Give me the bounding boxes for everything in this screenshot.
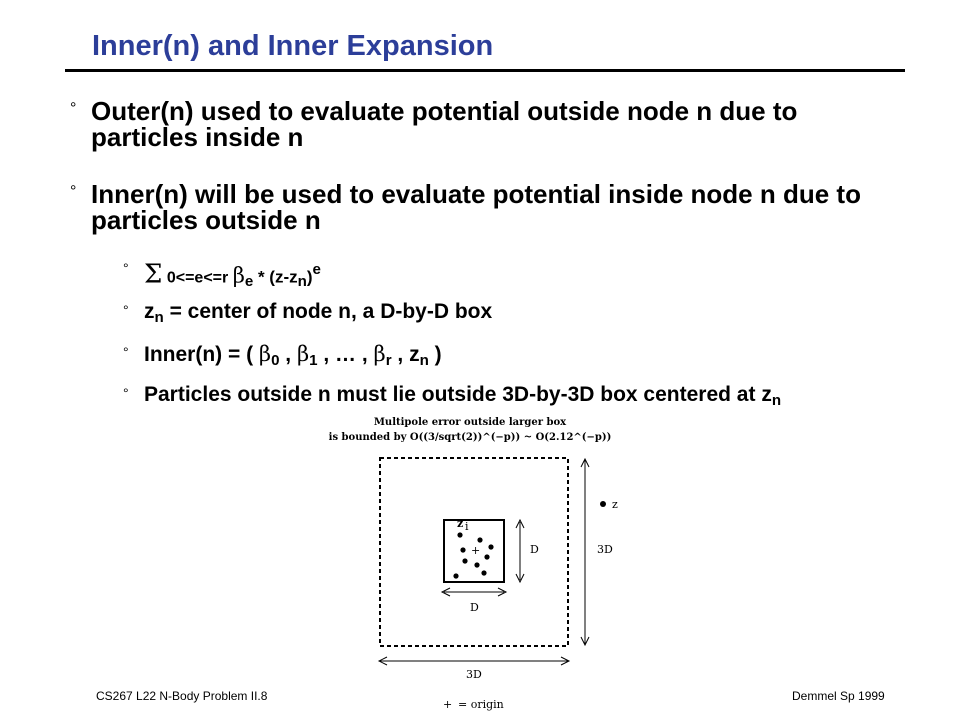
beta-subscript: e: [244, 273, 254, 291]
inner-lhs: Inner(n) = (: [144, 343, 259, 366]
legend-plus: +: [443, 698, 453, 711]
legend-origin-text: = origin: [458, 698, 504, 711]
particle-dot: [474, 562, 479, 567]
particle-dot: [484, 554, 489, 559]
origin-plus: +: [471, 544, 481, 557]
figure-title-line2: is bounded by O((3/sqrt(2))^(−p)) ~ O(2.12^(−p)): [328, 432, 612, 443]
3d-right-label: 3D: [597, 543, 613, 556]
beta-index-0: 0: [271, 351, 280, 369]
beta-symbol: β: [296, 342, 310, 366]
zi-label: z: [457, 517, 464, 530]
particle-dot: [453, 573, 458, 578]
separator: , z: [391, 343, 420, 366]
bullet-inner-text: Inner(n) will be used to evaluate potential inside node n due to particles outside n: [91, 179, 861, 235]
particle-dot: [462, 558, 467, 563]
zi-subscript: i: [465, 520, 469, 533]
3d-bottom-label: 3D: [466, 668, 482, 681]
particle-dot: [460, 547, 465, 552]
center-description: = center of node n, a D-by-D box: [163, 300, 493, 323]
bullet-marker: °: [123, 260, 129, 276]
beta-symbol: β: [373, 342, 386, 366]
figure-title-line1: Multipole error outside larger box: [373, 417, 567, 428]
d-right-label: D: [530, 543, 539, 556]
z-subscript: n: [419, 351, 429, 369]
bullet-marker: °: [123, 302, 129, 318]
close-paren: ): [428, 343, 442, 366]
formula-close: ): [306, 267, 313, 287]
d-bottom-label: D: [470, 601, 479, 614]
separator: ,: [279, 343, 297, 366]
particle-dot: [457, 532, 462, 537]
particle-dot: [488, 544, 493, 549]
sum-range: 0<=e<=r: [162, 269, 233, 287]
formula-middle: * (z-z: [253, 267, 298, 287]
beta-index-r: r: [385, 351, 392, 369]
footer-author: Demmel Sp 1999: [792, 689, 885, 703]
particle-dot: [477, 537, 482, 542]
bullet-marker: °: [123, 344, 129, 360]
beta-symbol: β: [258, 342, 272, 366]
particles-description: Particles outside n must lie outside 3D-by-3D box centered at z: [144, 383, 772, 406]
slide-title: Inner(n) and Inner Expansion: [92, 30, 494, 62]
bullet-marker: °: [123, 385, 129, 401]
particle-dot: [481, 570, 486, 575]
z-subscript: n: [297, 273, 307, 291]
z-subscript: n: [771, 391, 782, 409]
bullet-marker: °: [70, 183, 77, 200]
z-point-label: z: [612, 498, 618, 511]
target-point-z: [600, 501, 606, 507]
footer-course: CS267 L22 N-Body Problem II.8: [96, 689, 268, 703]
separator: , … ,: [317, 343, 374, 366]
bullet-marker: °: [70, 100, 77, 117]
beta-index-1: 1: [309, 351, 318, 369]
sigma-symbol: Σ: [144, 259, 163, 290]
formula-exponent: e: [312, 261, 321, 278]
z-subscript: n: [154, 308, 164, 326]
bullet-outer-text: Outer(n) used to evaluate potential outside node n due to particles inside n: [91, 96, 798, 152]
z-symbol: z: [144, 300, 155, 323]
beta-symbol: β: [232, 263, 245, 288]
